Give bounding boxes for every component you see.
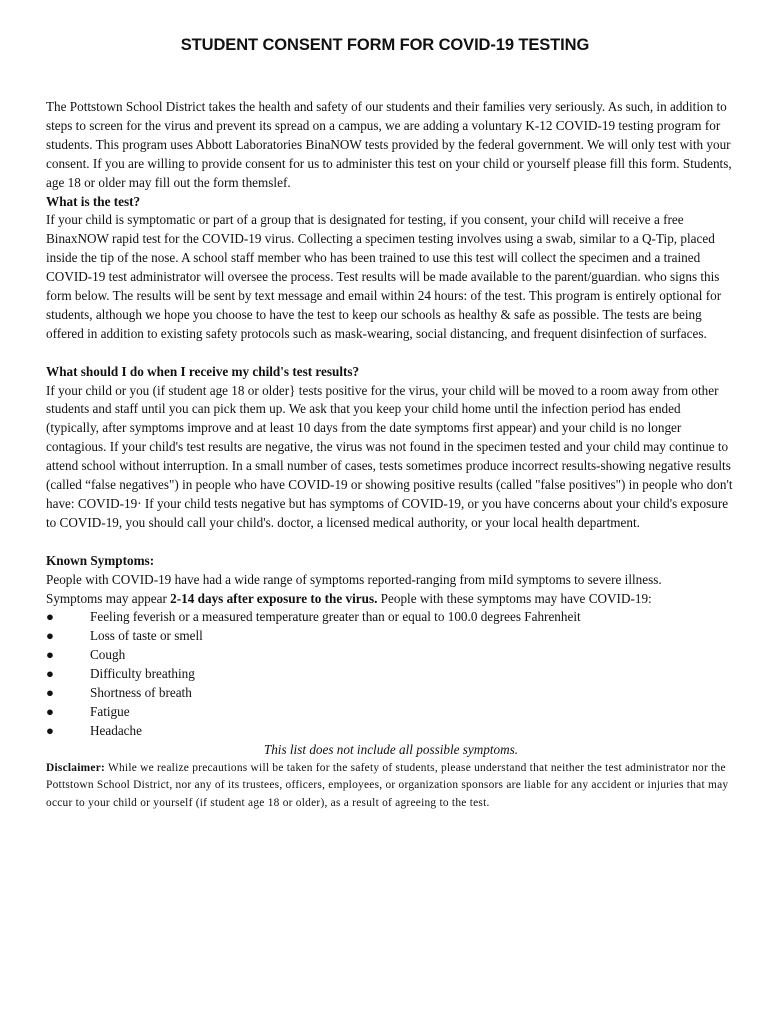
section-body-test: If your child is symptomatic or part of a group that is designated for testing, if you consent, your chiId will receive a free BinaxNOW rapid test for the COVID-19 virus. Collecting a specimen testing involves using a swab, similar to a Q-Tip, placed inside the tip of the nose. A school staff member who has been trained to use this test will collect the specimen and a trained COVID-19 test administrator will oversee the process. Test results will be made available to the parent/guardian. who signs this form below. The results will be sent by text message and email within 24 hours: of the test. This program is entirely optional for students, although we hope you choose to have the test to keep our schools as healthy & safe as possible. The tests are being offered in addition to existing safety protocols such as mask-wearing, social distancing, and frequent disinfection of surfaces. [46, 212, 722, 341]
timing-text-pre: Symptoms may appear [46, 590, 171, 606]
symptoms-intro-line: People with COVID-19 have had a wide range of symptoms reported-ranging from miId symptoms to severe illness. [46, 571, 662, 587]
section-heading-symptoms: Known Symptoms: [46, 552, 155, 568]
disclaimer-text: While we realize precautions will be taken for the safety of students, please understand that neither the test administrator nor the Pottstown School District, nor any of its trustees, officers, employees, or organization sponsors are liable for any accident or injuries that may occur to your child or yourself (if student age 18 or older), as a result of agreeing to the test. [46, 761, 729, 809]
symptoms-list-note: This list does not include all possible symptoms. [263, 741, 519, 757]
section-test-results [46, 363, 736, 533]
list-item [46, 684, 736, 703]
section-heading-test: What is the test? [46, 193, 141, 209]
symptoms-list [46, 608, 736, 740]
section-what-is-the-test [46, 193, 736, 344]
form-title: STUDENT CONSENT FORM FOR COVID-19 TESTING [180, 36, 590, 54]
list-item [46, 608, 736, 627]
bullet-icon: ● [46, 628, 54, 644]
disclaimer-paragraph [46, 760, 736, 813]
section-heading-results: What should I do when I receive my child's test results? [46, 363, 360, 379]
bullet-icon: ● [46, 609, 54, 625]
section-body-results: If your child or you (if student age 18 or older} tests positive for the virus, your child will be moved to a room away from other students and staff until you can pick them up. We ask that you keep your child home until the infection period has ended (typically, after symptoms improve and at least 10 days from the date symptoms first appear) and your child is no longer contagious. If your child's test results are negative, the virus was not found in the specimen tested and your child may continue to attend school without interruption. In a small number of cases, tests sometimes produce incorrect results-showing negative results (called “false negatives") in people who have COVID-19 or showing positive results (called "false positives") in people who don't have: COVID-19· If your child tests negative but has symptoms of COVID-19, or you have concerns about your child's exposure to COVID-19, you should call your child's. doctor, a licensed medical authority, or your local health department. [46, 382, 733, 530]
bullet-icon: ● [46, 722, 54, 738]
bullet-icon: ● [46, 703, 54, 719]
list-item [46, 703, 736, 722]
timing-text-bold: 2-14 days after exposure to the virus. [170, 590, 378, 606]
list-item [46, 722, 736, 741]
intro-paragraph: The Pottstown School District takes the health and safety of our students and their families very seriously. As such, in addition to steps to screen for the virus and prevent its spread on a campus, we are adding a voluntary K-12 COVID-19 testing program for students. This program uses Abbott Laboratories BinaNOW tests provided by the federal government. We will only test with your consent. If you are willing to provide consent for us to administer this test on your child or yourself please fill this form. Students, age 18 or older may fill out the form themslef. [46, 99, 732, 190]
symptoms-timing-line [46, 590, 736, 609]
symptom-text: Fatigue [90, 703, 130, 719]
symptom-text: Shortness of breath [90, 685, 192, 701]
list-item [46, 646, 736, 665]
form-body [46, 98, 736, 812]
symptom-text: Headache [90, 722, 142, 738]
list-item [46, 627, 736, 646]
bullet-icon: ● [46, 647, 54, 663]
symptom-text: Cough [90, 647, 126, 663]
timing-text-post: People with these symptoms may have COVID-19: [377, 590, 652, 606]
symptom-text: Feeling feverish or a measured temperature greater than or equal to 100.0 degrees Fahrenheit [90, 609, 581, 625]
section-known-symptoms [46, 552, 736, 760]
symptom-text: Loss of taste or smell [90, 628, 203, 644]
symptom-text: Difficulty breathing [90, 666, 195, 682]
list-item [46, 665, 736, 684]
disclaimer-label: Disclaimer: [46, 761, 106, 774]
bullet-icon: ● [46, 666, 54, 682]
bullet-icon: ● [46, 685, 54, 701]
